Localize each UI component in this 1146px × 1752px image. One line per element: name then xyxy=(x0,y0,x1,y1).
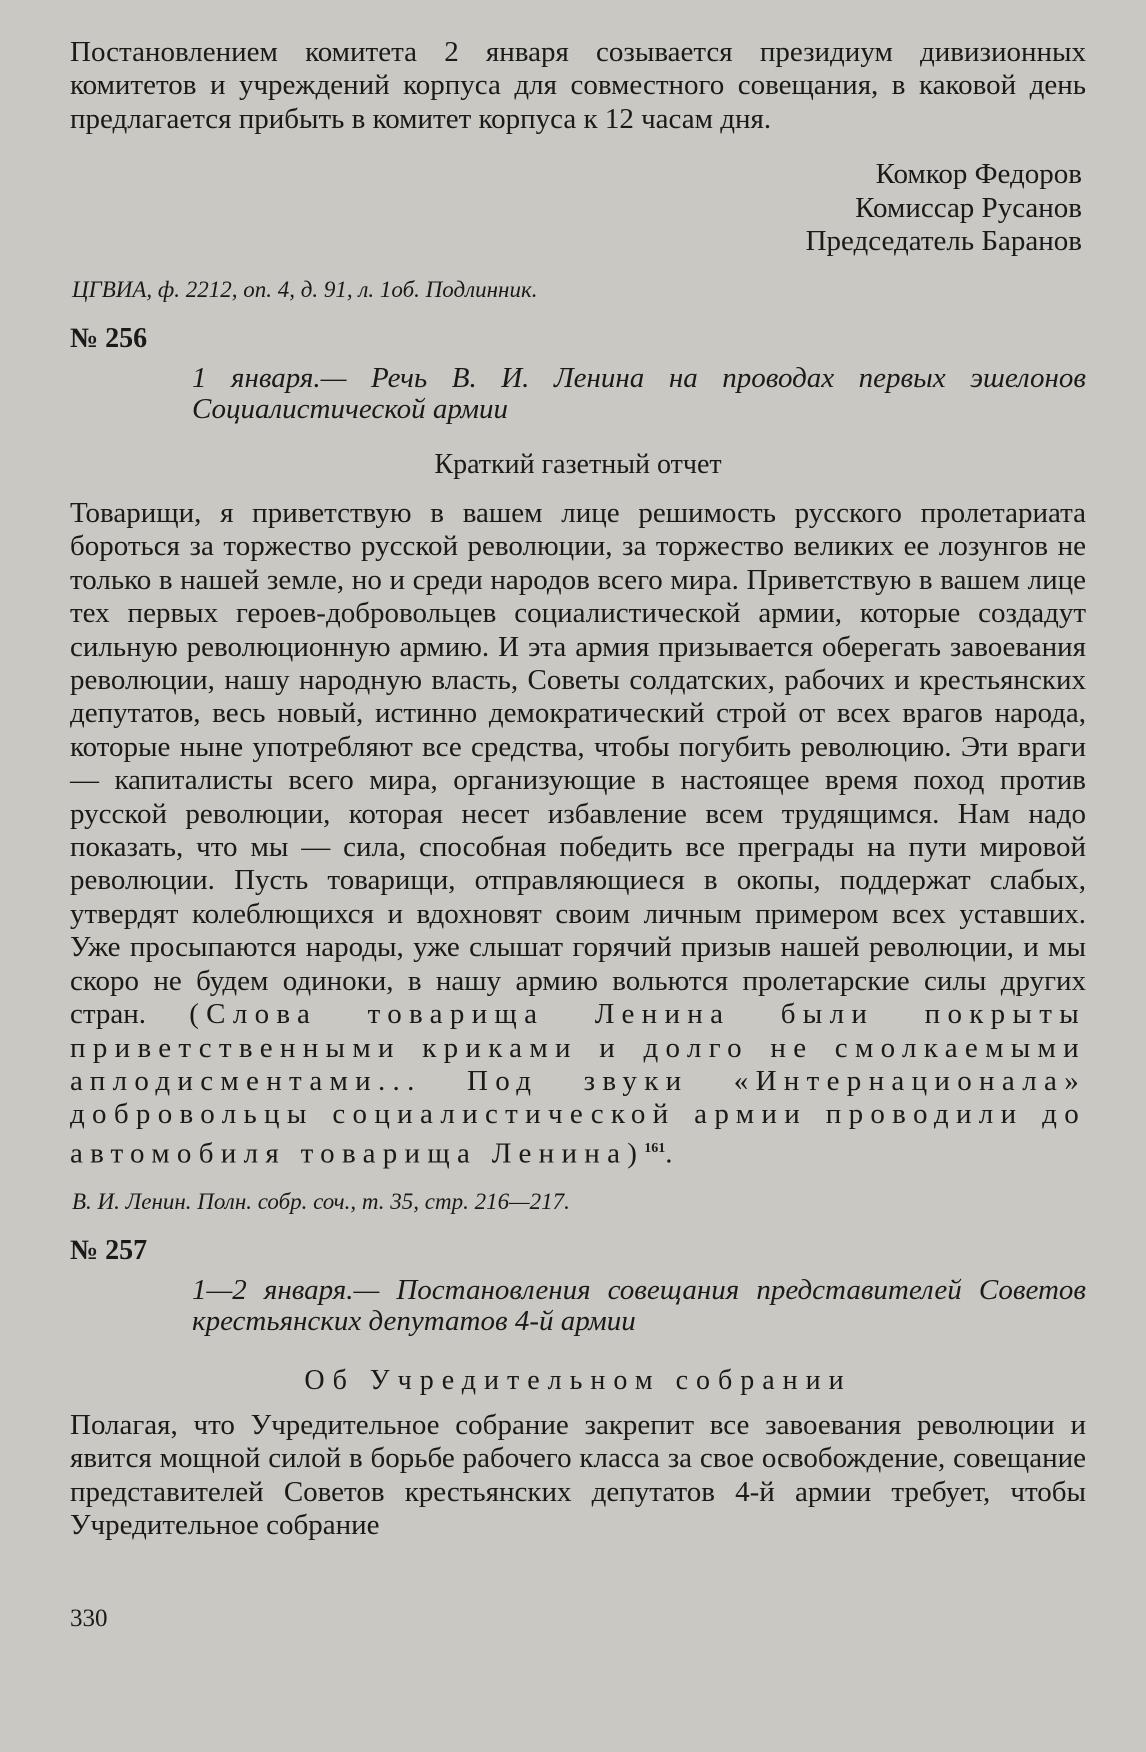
spaced-note: (Слова товарища Ленина были покрыты приветственными криками и долго не смолкаемыми аплодисментами... Под звуки «Интернационала» добровольцы социалистической армии проводили до автомобиля товарища Ленина) xyxy=(70,998,1086,1170)
document-body-256: Товарищи, я приветствую в вашем лице решимость русского пролетариата бороться за торжество русской революции, за торжество великих ее лозунгов не только в нашей земле, но и среди народов всего мира. Приветствую в вашем лице тех первых героев-добровольцев социалистической армии, которые создадут сильную революционную армию. И эта армия призывается оберегать завоевания революции, нашу народную власть, Советы солдатских, рабочих и крестьянских депутатов, весь новый, истинно демократический строй от всех врагов народа, которые ныне употребляют все средства, чтобы погубить революцию. Эти враги — капиталисты всего мира, организующие в настоящее время поход против русской революции, которая несет избавление всем трудящимся. Нам надо показать, что мы — сила, способная победить все преграды на пути мировой революции. Пусть товарищи, отправляющиеся в окопы, поддержат слабых, утвердят колеблющихся и вдохновят своим личным примером всех уставших. Уже просыпаются народы, уже слышат горячий призыв нашей революции, и мы скоро не будем одиноки, в нашу армию вольются пролетарские силы других стран. (Слова товарища Ленина были покрыты приветственными криками и долго не смолкаемыми аплодисментами... Под звуки «Интернационала» добровольцы социалистической армии проводили до автомобиля товарища Ленина)$^{161}$. xyxy=(70,497,1086,1170)
signature-line: Председатель Баранов xyxy=(805,225,1082,258)
page-number: 330 xyxy=(70,1605,108,1632)
top-paragraph: Постановлением комитета 2 января созывается президиум дивизионных комитетов и учреждений корпуса для совместного совещания, в каковой день предлагается прибыть в комитет корпуса к 12 часам дня. xyxy=(70,36,1086,135)
signature-line: Комиссар Русанов xyxy=(855,191,1082,224)
document-subtitle-256: Краткий газетный отчет xyxy=(434,449,722,480)
document-title-257: 1—2 января.— Постановления совещания представителей Советов крестьянских депутатов 4-й армии xyxy=(192,1273,1086,1337)
speech-text: Товарищи, я приветствую в вашем лице решимость русского пролетариата бороться за торжество русской революции, за торжество великих ее лозунгов не только в нашей земле, но и среди народов всего мира. Приветствую в вашем лице тех первых героев-добровольцев социалистической армии, которые создадут сильную революционную армию. И эта армия призывается оберегать завоевания революции, нашу народную власть, Советы солдатских, рабочих и крестьянских депутатов, весь новый, истинно демократический строй от всех врагов народа, которые ныне употребляют все средства, чтобы погубить революцию. Эти враги — капиталисты всего мира, организующие в настоящее время поход против русской революции, которая несет избавление всем трудящимся. Нам надо показать, что мы — сила, способная победить все преграды на пути мировой революции. Пусть товарищи, отправляющиеся в окопы, поддержат слабых, утвердят колеблющихся и вдохновят своим личным примером всех уставших. Уже просыпаются народы, уже слышат горячий призыв нашей революции, и мы скоро не будем одиноки, в нашу армию вольются пролетарские силы других стран. xyxy=(70,497,1086,1031)
document-body-257: Полагая, что Учредительное собрание закрепит все завоевания революции и явится мощной силой в борьбе рабочего класса за свое освобождение, совещание представителей Советов крестьянских депутатов 4-й армии требует, чтобы Учредительное собрание xyxy=(70,1408,1086,1541)
signature-line: Комкор Федоров xyxy=(875,158,1082,191)
document-subtitle-257: Об Учредительном собрании xyxy=(304,1364,852,1396)
signatures-block xyxy=(70,158,1086,259)
document-source-256: В. И. Ленин. Полн. собр. соч., т. 35, стр. 216—217. xyxy=(72,1188,570,1214)
document-number-256: № 256 xyxy=(70,323,148,354)
document-number-257: № 257 xyxy=(70,1234,148,1266)
footnote-ref: 161 xyxy=(644,1140,666,1156)
document-title-256: 1 января.— Речь В. И. Ленина на проводах первых эшелонов Социалистической армии xyxy=(192,362,1086,425)
archive-source: ЦГВИА, ф. 2212, оп. 4, д. 91, л. 1об. Подлинник. xyxy=(72,277,538,302)
